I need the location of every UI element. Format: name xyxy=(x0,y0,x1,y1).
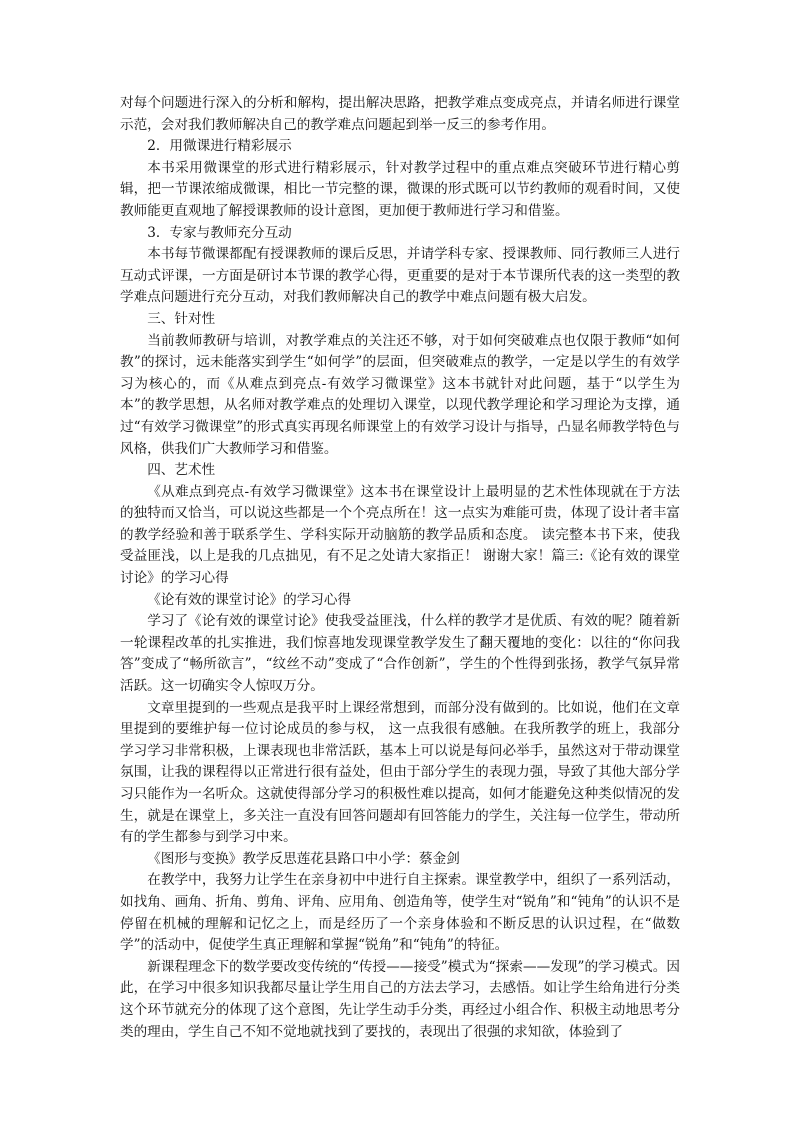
paragraph: 《从难点到亮点-有效学习微课堂》这本书在课堂设计上最明显的艺术性体现就在于方法的独特而又恰当，可以说这些都是一个个亮点所在！这一点实为难能可贵，体现了设计者丰富的教学经验和善于联系学生、学科实际开动脑筋的教学品质和态度。 读完整本书下来，使我受益匪浅，以上是我的几点拙见，有不足之处请大家指正！ 谢谢大家！篇三:《论有效的课堂讨论》的学习心得 xyxy=(120,483,680,587)
paragraph: 新课程理念下的数学要改变传统的“传授——接受”模式为“探索——发现”的学习模式。因此，在学习中很多知识我都尽量让学生用自己的方法去学习，去感悟。如让学生给角进行分类这个环节就充分的体现了这个意图，先让学生动手分类，再经过小组合作、积极主动地思考分类的理由，学生自己不知不觉地就找到了要找的，表现出了很强的求知欲，体验到了 xyxy=(120,958,680,1040)
paragraph: 当前教师教研与培训，对教学难点的关注还不够，对于如何突破难点也仅限于教师“如何教”的探讨，远未能落实到学生“如何学”的层面，但突破难点的教学，一定是以学生的有效学习为核心的，而《从难点到亮点-有效学习微课堂》这本书就针对此问题，基于“以学生为本”的教学思想，从名师对教学难点的处理切入课堂，以现代教学理论和学习理论为支撑，通过“有效学习微课堂”的形式真实再现名师课堂上的有效学习设计与指导，凸显名师教学特色与风格，供我们广大教师学习和借鉴。 xyxy=(120,332,680,457)
section-heading: 三、针对性 xyxy=(147,310,216,327)
section-heading: 四、艺术性 xyxy=(147,462,216,479)
paragraph: 学习了《论有效的课堂讨论》使我受益匪浅，什么样的教学才是优质、有效的呢？随着新一轮课程改革的扎实推进，我们惊喜地发现课堂教学发生了翻天覆地的变化：以往的“你问我答”变成了“畅所欲言”，“纹丝不动”变成了“合作创新”，学生的个性得到张扬，教学气氛异常活跃。这一切确实令人惊叹万分。 xyxy=(120,613,680,695)
article-title: 《论有效的课堂讨论》的学习心得 xyxy=(147,591,352,608)
article-title: 《图形与变换》教学反思莲花县路口中小学：蔡金剑 xyxy=(147,850,460,867)
paragraph: 对每个问题进行深入的分析和解构，提出解决思路，把教学难点变成亮点，并请名师进行课堂示范，会对我们教师解决自己的教学难点问题起到举一反三的参考作用。 xyxy=(120,95,680,133)
section-heading: 3．专家与教师充分互动 xyxy=(147,224,292,241)
paragraph: 在教学中，我努力让学生在亲身初中中进行自主探索。课堂教学中，组织了一系列活动，如找角、画角、折角、剪角、评角、应用角、创造角等，使学生对“锐角”和“钝角”的认识不是停留在机械的理解和记忆之上，而是经历了一个亲身体验和不断反思的认识过程，在“做数学”的活动中，促使学生真正理解和掌握“锐角”和“钝角”的特征。 xyxy=(120,872,680,954)
paragraph: 本书每节微课都配有授课教师的课后反思，并请学科专家、授课教师、同行教师三人进行互动式评课，一方面是研讨本节课的教学心得，更重要的是对于本节课所代表的这一类型的教学难点问题进行充分互动，对我们教师解决自己的教学中难点问题有极大启发。 xyxy=(120,246,680,306)
paragraph: 文章里提到的一些观点是我平时上课经常想到，而部分没有做到的。比如说，他们在文章里提到的要维护每一位讨论成员的参与权， 这一点我很有感触。在我所教学的班上，我部分学习学习非常积极，上课表现也非常活跃，基本上可以说是每问必举手，虽然这对于带动课堂氛围，让我的课程得以正常进行很有益处，但由于部分学生的表现力强，导致了其他大部分学习只能作为一名听众。这就使得部分学习的积极性难以提高，如何才能避免这种类似情况的发生，就是在课堂上，多关注一直没有回答问题却有回答能力的学生，关注每一位学生，带动所有的学生都参与到学习中来。 xyxy=(120,699,680,846)
document-body xyxy=(120,93,680,1043)
section-heading: 2．用微课进行精彩展示 xyxy=(147,138,292,155)
paragraph: 本书采用微课堂的形式进行精彩展示，针对教学过程中的重点难点突破环节进行精心剪辑，把一节课浓缩成微课，相比一节完整的课，微课的形式既可以节约教师的观看时间，又使教师能更直观地了解授课教师的设计意图，更加便于教师进行学习和借鉴。 xyxy=(120,159,680,219)
